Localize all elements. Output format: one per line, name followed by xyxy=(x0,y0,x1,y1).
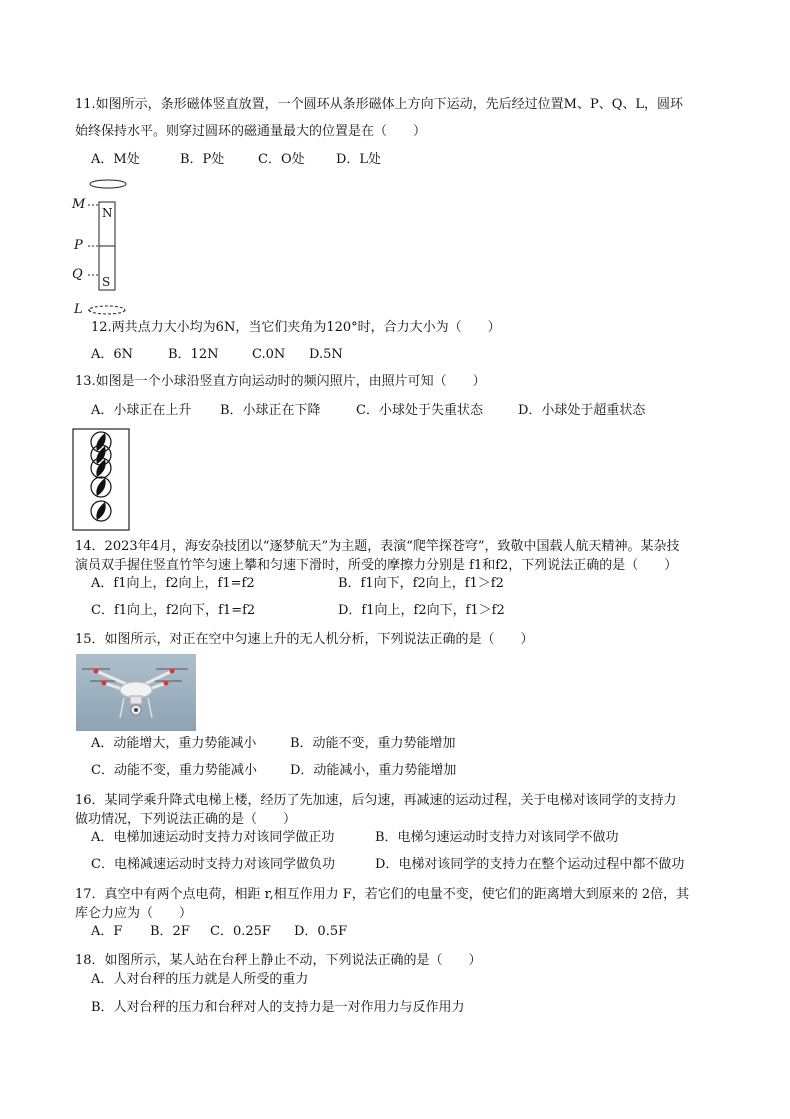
q16-option-c: C．电梯减速运动时支持力对该同学做负功 xyxy=(91,857,335,872)
q13-option-b: B．小球正在下降 xyxy=(220,403,321,418)
q14-option-a: A．f1向上，f2向上，f1=f2 xyxy=(91,576,255,591)
q17-option-c: C．0.25F xyxy=(210,924,271,939)
q15-stem: 15．如图所示，对正在空中匀速上升的无人机分析，下列说法正确的是（ ） xyxy=(75,632,534,647)
q11-stem-line1: 11.如图所示，条形磁体竖直放置，一个圆环从条形磁体上方向下运动，先后经过位置M、P、Q、L，圆环 xyxy=(75,97,684,112)
ring-top xyxy=(90,180,126,188)
q11-stem-line2: 始终保持水平。则穿过圆环的磁通量最大的位置是在（ ） xyxy=(75,124,427,139)
strobe-balls xyxy=(72,428,130,531)
q17-stem-line1: 17．真空中有两个点电荷，相距 r,相互作用力 F，若它们的电量不变，使它们的距离增大到原来的 2倍，其 xyxy=(75,887,690,902)
q16-option-a: A．电梯加速运动时支持力对该同学做正功 xyxy=(91,830,335,845)
q15-drone-image xyxy=(76,654,196,731)
q16-option-b: B．电梯匀速运动时支持力对该同学不做功 xyxy=(375,830,619,845)
ring-bottom xyxy=(89,306,125,314)
q14-option-b: B．f1向下，f2向上，f1＞f2 xyxy=(338,576,504,591)
q16-option-d: D．电梯对该同学的支持力在整个运动过程中都不做功 xyxy=(375,857,685,872)
q18-option-a: A．人对台秤的压力就是人所受的重力 xyxy=(91,972,309,987)
label-north: N xyxy=(102,206,113,220)
q11-option-a: A．M处 xyxy=(91,152,140,167)
q13-stem: 13.如图是一个小球沿竖直方向运动时的频闪照片，由照片可知（ ） xyxy=(75,374,486,389)
q11-option-d: D．L处 xyxy=(336,152,382,167)
drone-photo xyxy=(76,654,196,731)
label-south: S xyxy=(102,275,111,289)
label-q: Q xyxy=(72,267,83,282)
q15-option-c: C．动能不变，重力势能减小 xyxy=(91,763,257,778)
q14-option-c: C．f1向上，f2向下，f1=f2 xyxy=(91,603,256,618)
q13-option-c: C．小球处于失重状态 xyxy=(356,403,483,418)
q11-option-b: B．P处 xyxy=(180,152,225,167)
q15-option-a: A．动能增大，重力势能减小 xyxy=(91,736,257,751)
label-l: L xyxy=(74,302,83,317)
q17-option-d: D．0.5F xyxy=(294,924,348,939)
q11-magnet-figure xyxy=(70,176,140,322)
q12-option-a: A．6N xyxy=(91,347,134,362)
label-m: M xyxy=(72,197,86,212)
q16-stem-line2: 做功情况，下列说法正确的是（ ） xyxy=(75,812,297,827)
q15-option-d: D．动能减小，重力势能增加 xyxy=(290,763,457,778)
q14-option-d: D．f1向上，f2向下，f1＞f2 xyxy=(338,603,505,618)
q12-option-c: C.0N xyxy=(252,347,286,362)
q12-option-b: B．12N xyxy=(168,347,219,362)
q14-stem-line1: 14．2023年4月，海安杂技团以“逐梦航天”为主题，表演“爬竿探苍穹”，致敬中国载人航天精神。某杂技 xyxy=(75,539,680,554)
q17-option-b: B．2F xyxy=(150,924,190,939)
q13-strobe-photo xyxy=(72,428,130,531)
q12-option-d: D.5N xyxy=(309,347,343,362)
q18-option-b: B．人对台秤的压力和台秤对人的支持力是一对作用力与反作用力 xyxy=(91,1000,465,1015)
q15-option-b: B．动能不变，重力势能增加 xyxy=(290,736,456,751)
q11-option-c: C．O处 xyxy=(258,152,305,167)
q14-stem-line2: 演员双手握住竖直竹竿匀速上攀和匀速下滑时，所受的摩擦力分别是 f1和f2，下列说法正确的是（ ） xyxy=(75,558,678,573)
q16-stem-line1: 16．某同学乘升降式电梯上楼，经历了先加速，后匀速，再减速的运动过程，关于电梯对该同学的支持力 xyxy=(75,793,677,808)
q17-stem-line2: 库仑力应为（ ） xyxy=(75,906,193,921)
q13-option-a: A．小球正在上升 xyxy=(91,403,192,418)
q18-stem: 18．如图所示，某人站在台秤上静止不动，下列说法正确的是（ ） xyxy=(75,953,482,968)
q12-stem: 12.两共点力大小均为6N，当它们夹角为120°时，合力大小为（ ） xyxy=(91,320,501,335)
q13-option-d: D．小球处于超重状态 xyxy=(518,403,646,418)
label-p: P xyxy=(74,238,83,253)
q17-option-a: A．F xyxy=(91,924,123,939)
